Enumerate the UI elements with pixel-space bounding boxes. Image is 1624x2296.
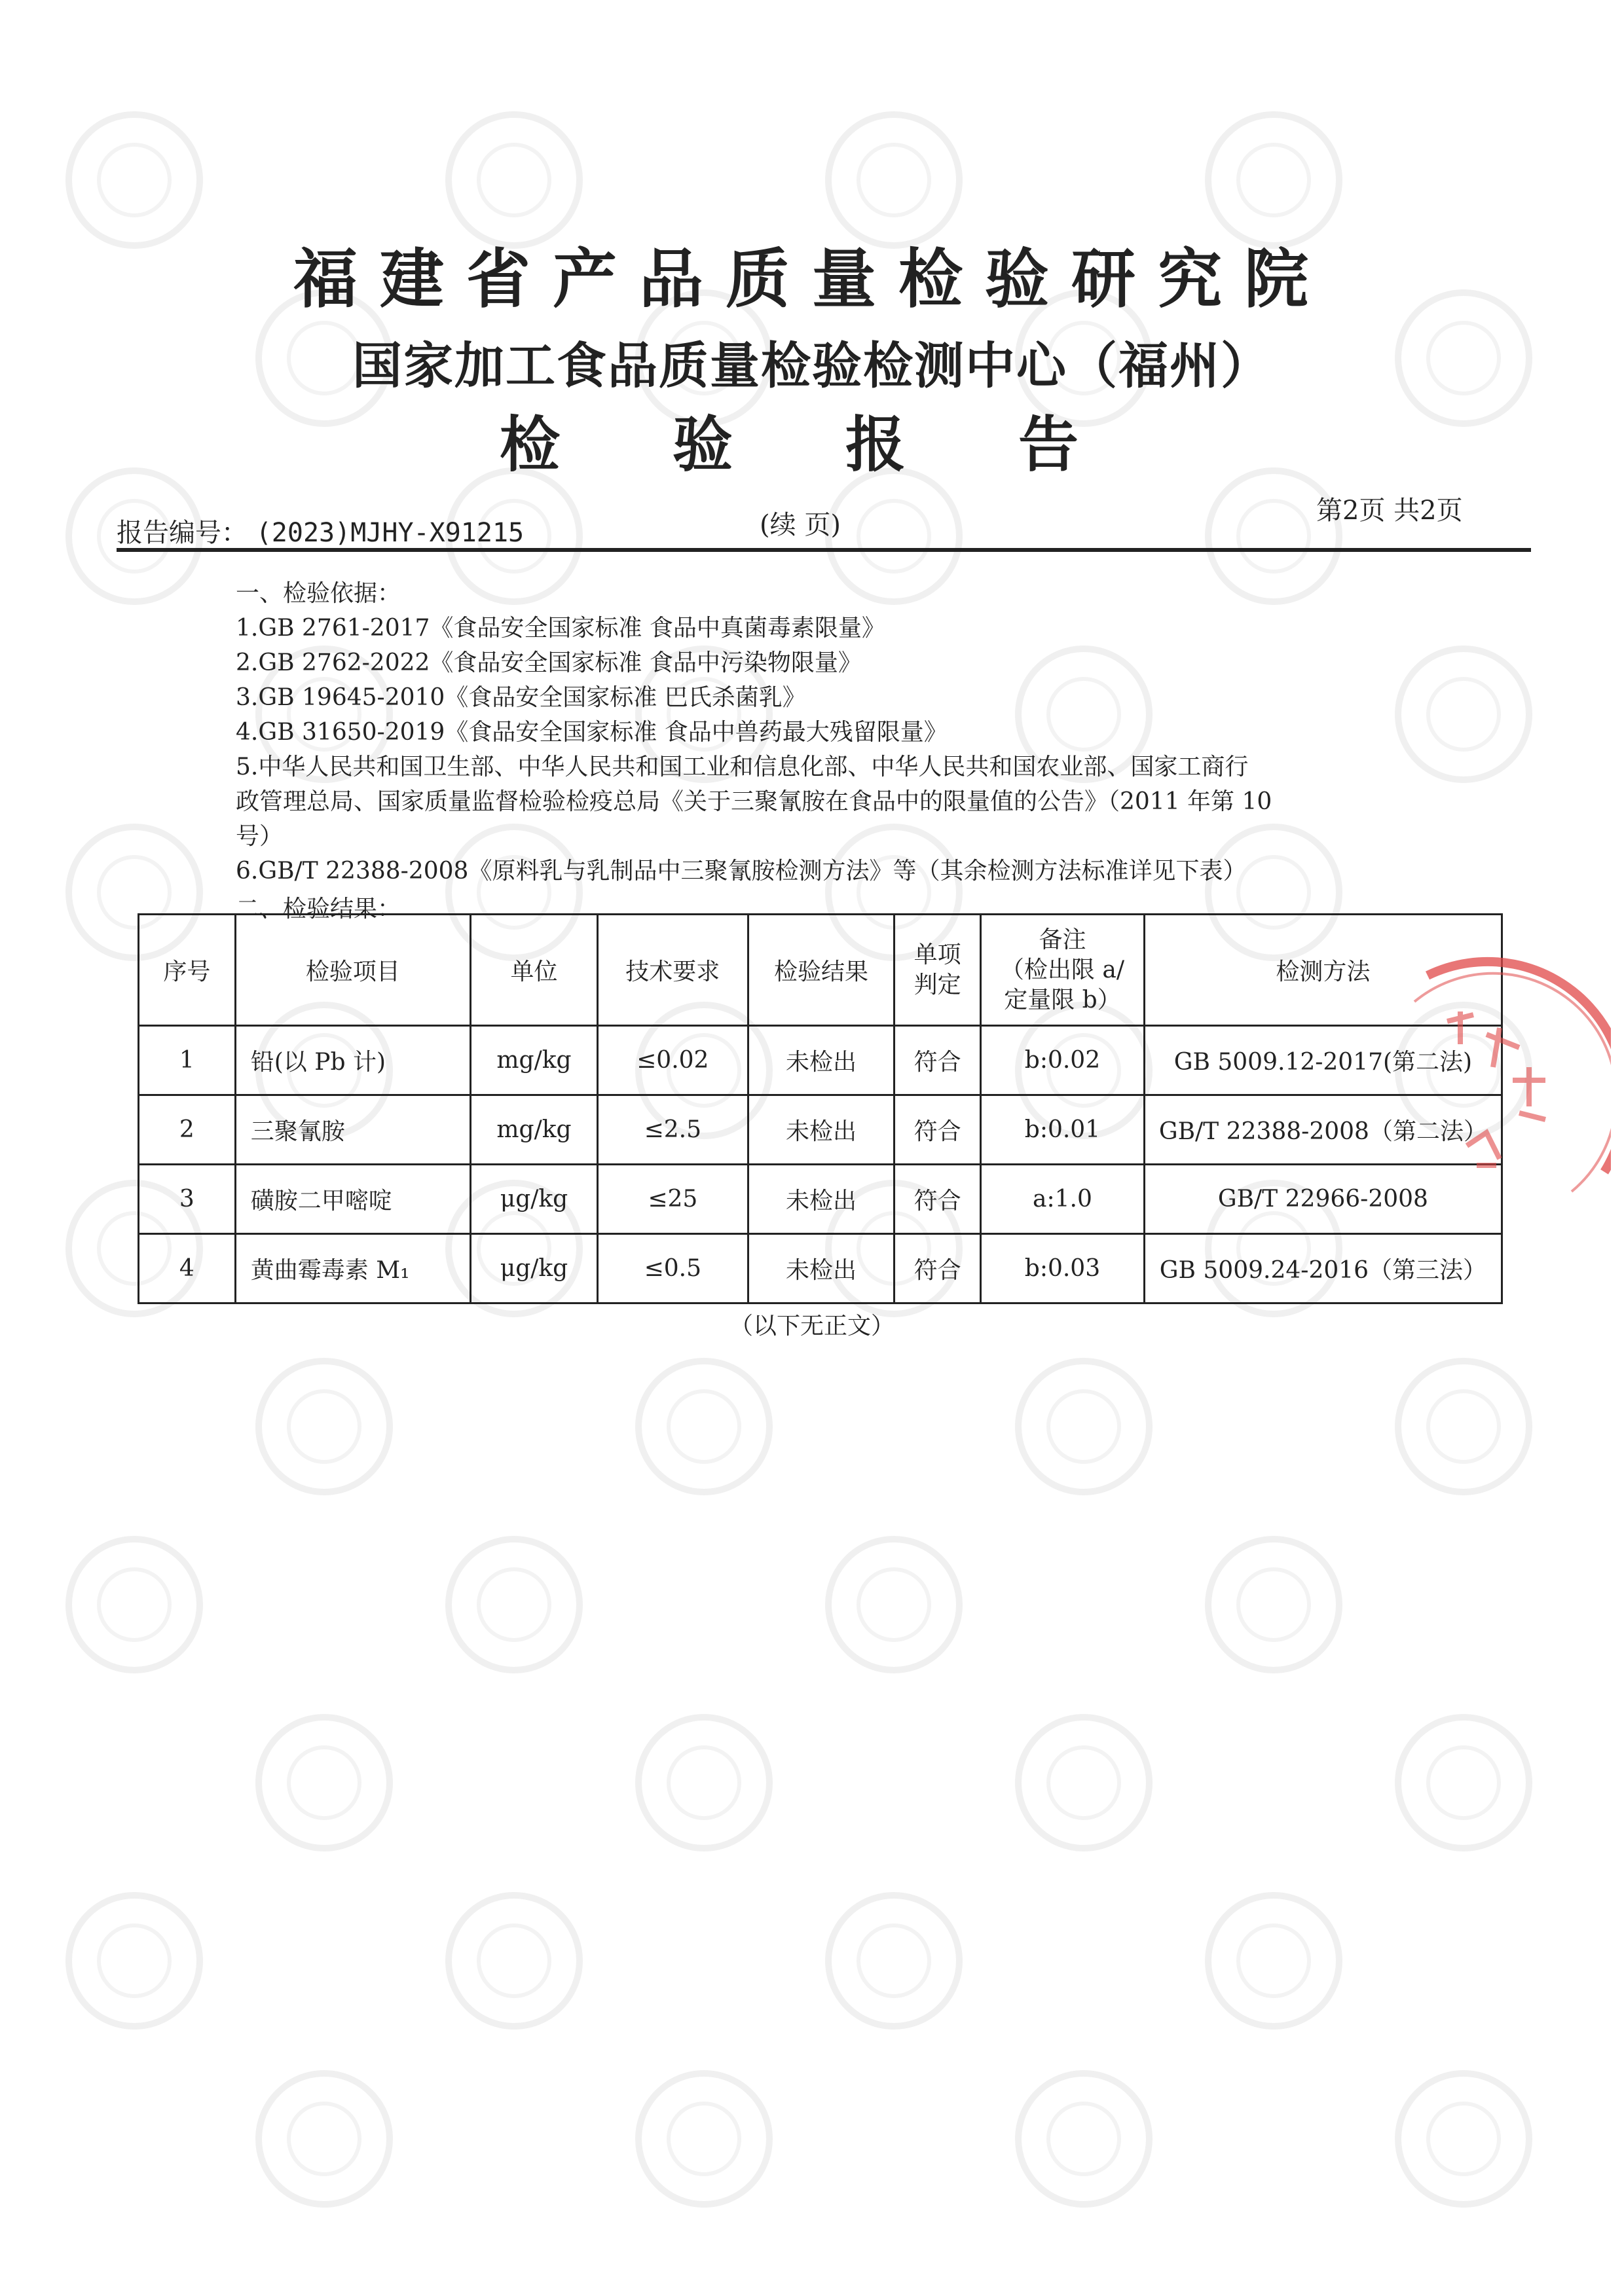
watermark-emblem	[65, 1536, 203, 1673]
table-row	[139, 1026, 1502, 1095]
basis-item: 号）	[236, 823, 284, 850]
document-title: 检 验 报 告	[499, 409, 1125, 480]
cell-requirement: ≤25	[597, 1165, 748, 1234]
cell-no: 4	[139, 1234, 236, 1303]
cell-no: 1	[139, 1026, 236, 1095]
center-name: 国家加工食品质量检验检测中心（福州）	[352, 337, 1272, 395]
cell-item: 黄曲霉毒素 M₁	[235, 1234, 470, 1303]
results-title: 二、检验结果：	[236, 896, 401, 922]
results-table	[138, 913, 1503, 1304]
watermark-emblem	[1395, 646, 1532, 783]
watermark-emblem	[445, 1892, 583, 2030]
watermark-emblem	[635, 1358, 773, 1495]
watermark-emblem	[1015, 2070, 1153, 2208]
basis-item: 1.GB 2761-2017《食品安全国家标准 食品中真菌毒素限量》	[236, 615, 885, 642]
institute-name: 福建省产品质量检验研究院	[293, 242, 1331, 317]
cell-judgement: 符合	[895, 1095, 981, 1165]
cell-remark: a:1.0	[981, 1165, 1145, 1234]
cell-remark: b:0.02	[981, 1026, 1145, 1095]
header-remark: 备注 （检出限 a/ 定量限 b）	[981, 915, 1145, 1026]
watermark-emblem	[1015, 1358, 1153, 1495]
report-number-value: (2023)MJHY-X91215	[255, 518, 525, 548]
header-item: 检验项目	[235, 915, 470, 1026]
watermark-emblem	[1205, 1892, 1342, 2030]
cell-result: 未检出	[748, 1165, 895, 1234]
cell-remark: b:0.03	[981, 1234, 1145, 1303]
cell-requirement: ≤2.5	[597, 1095, 748, 1165]
watermark-emblem	[255, 1714, 393, 1851]
header-rule	[117, 548, 1531, 552]
watermark-emblem	[635, 2070, 773, 2208]
header-result: 检验结果	[748, 915, 895, 1026]
end-of-text-note: （以下无正文）	[729, 1313, 895, 1339]
table-row	[139, 1165, 1502, 1234]
cell-no: 3	[139, 1165, 236, 1234]
watermark-emblem	[1395, 2070, 1532, 2208]
seal-glyph	[1513, 1067, 1545, 1120]
watermark-emblem	[635, 1714, 773, 1851]
watermark-emblem	[255, 2070, 393, 2208]
cell-judgement: 符合	[895, 1026, 981, 1095]
table-row	[139, 1095, 1502, 1165]
cell-item: 磺胺二甲嘧啶	[235, 1165, 470, 1234]
header-requirement: 技术要求	[597, 915, 748, 1026]
watermark-emblem	[1395, 1358, 1532, 1495]
basis-item: 2.GB 2762-2022《食品安全国家标准 食品中污染物限量》	[236, 649, 862, 676]
watermark-emblem	[445, 1536, 583, 1673]
cell-no: 2	[139, 1095, 236, 1165]
cell-remark: b:0.01	[981, 1095, 1145, 1165]
cell-requirement: ≤0.5	[597, 1234, 748, 1303]
cell-unit: mg/kg	[471, 1095, 598, 1165]
page-info: 第2页 共2页	[1316, 496, 1463, 526]
watermark-emblem	[1395, 1714, 1532, 1851]
basis-item: 6.GB/T 22388-2008《原料乳与乳制品中三聚氰胺检测方法》等（其余检测方法标准详见下表）	[236, 858, 1247, 884]
cell-method: GB/T 22388-2008（第二法）	[1144, 1095, 1502, 1165]
cell-requirement: ≤0.02	[597, 1026, 748, 1095]
cell-method: GB 5009.12-2017(第二法)	[1144, 1026, 1502, 1095]
watermark-emblem	[825, 1892, 963, 2030]
report-number	[117, 512, 524, 549]
cell-judgement: 符合	[895, 1234, 981, 1303]
cell-result: 未检出	[748, 1234, 895, 1303]
watermark-emblem	[65, 1892, 203, 2030]
cell-unit: μg/kg	[471, 1234, 598, 1303]
basis-item: 4.GB 31650-2019《食品安全国家标准 食品中兽药最大残留限量》	[236, 719, 948, 746]
watermark-emblem	[1015, 1714, 1153, 1851]
cell-unit: mg/kg	[471, 1026, 598, 1095]
header-judgement: 单项 判定	[895, 915, 981, 1026]
basis-title: 一、检验依据：	[236, 580, 401, 607]
cell-method: GB 5009.24-2016（第三法）	[1144, 1234, 1502, 1303]
watermark-emblem	[1205, 1536, 1342, 1673]
header-unit: 单位	[471, 915, 598, 1026]
cell-result: 未检出	[748, 1026, 895, 1095]
header-method: 检测方法	[1144, 915, 1502, 1026]
basis-item: 政管理总局、国家质量监督检验检疫总局《关于三聚氰胺在食品中的限量值的公告》（2011 年第 10	[236, 788, 1272, 815]
watermark-emblem	[255, 1358, 393, 1495]
table-header-row	[139, 915, 1502, 1026]
table-row	[139, 1234, 1502, 1303]
cell-unit: μg/kg	[471, 1165, 598, 1234]
report-number-label: 报告编号：	[117, 518, 248, 548]
header-no: 序号	[139, 915, 236, 1026]
continuation-label: (续 页)	[760, 510, 841, 540]
basis-item: 3.GB 19645-2010《食品安全国家标准 巴氏杀菌乳》	[236, 684, 806, 711]
watermark-emblem	[825, 1536, 963, 1673]
inspection-basis	[236, 576, 1388, 888]
cell-judgement: 符合	[895, 1165, 981, 1234]
cell-item: 三聚氰胺	[235, 1095, 470, 1165]
basis-item: 5.中华人民共和国卫生部、中华人民共和国工业和信息化部、中华人民共和国农业部、国家工商行	[236, 754, 1249, 780]
cell-item: 铅(以 Pb 计)	[235, 1026, 470, 1095]
cell-result: 未检出	[748, 1095, 895, 1165]
cell-method: GB/T 22966-2008	[1144, 1165, 1502, 1234]
